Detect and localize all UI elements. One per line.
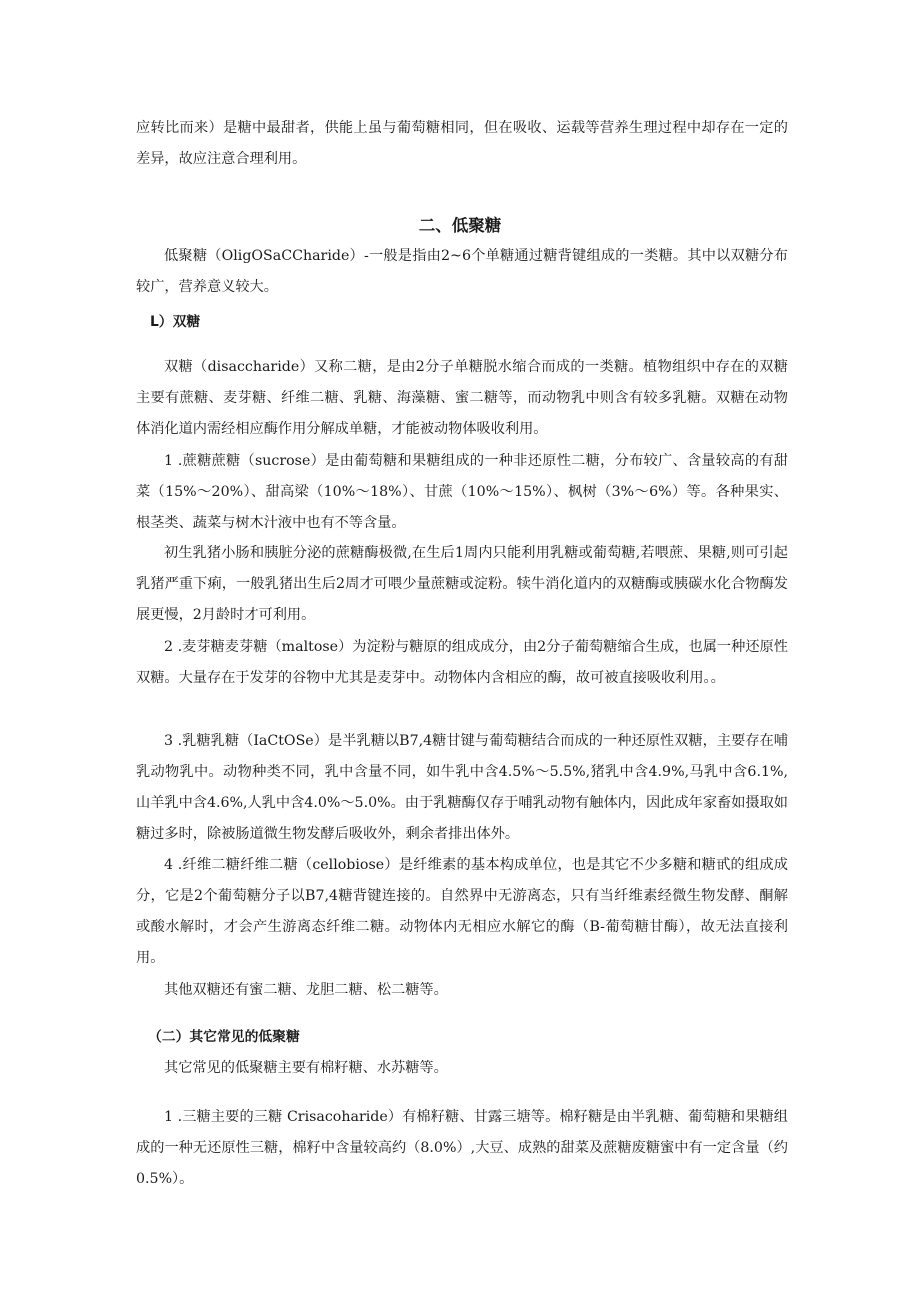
subsection-other-oligosaccharides-title: （二）其它常见的低聚糖	[148, 1029, 300, 1045]
section-title: 二、低聚糖	[418, 216, 502, 235]
maltose-paragraph: 2 .麦芽糖麦芽糖（maltose）为淀粉与糖原的组成成分，由2分子葡萄糖缩合生成，也属一种还原性双糖。大量存在于发芽的谷物中尤其是麦芽中。动物体内含相应的酶，故可被直接吸收利用。。	[136, 639, 788, 686]
section-intro-paragraph: 低聚糖（OligOSaCCharide）-一般是指由2~6个单糖通过糖背键组成的一类糖。其中以双糖分布较广，营养意义较大。	[136, 248, 788, 295]
cellobiose-paragraph: 4 .纤维二糖纤维二糖（cellobiose）是纤维素的基本构成单位，也是其它不少多糖和糖甙的组成成分，它是2个葡萄糖分子以B7,4糖背键连接的。自然界中无游离态，只有当纤维素经微生物发酵、酮解或酸水解时，才会产生游离态纤维二糖。动物体内无相应水解它的酶（B-葡萄糖甘酶），故无法直接利用。	[136, 857, 788, 966]
disaccharide-paragraph: 双糖（disaccharide）又称二糖，是由2分子单糖脱水缩合而成的一类糖。植物组织中存在的双糖主要有蔗糖、麦芽糖、纤维二糖、乳糖、海藻糖、蜜二糖等，而动物乳中则含有较多乳糖。双糖在动物体消化道内需经相应酶作用分解成单糖，才能被动物体吸收利用。	[136, 359, 788, 437]
other-oligosaccharides-paragraph: 其它常见的低聚糖主要有棉籽糖、水苏糖等。	[164, 1060, 448, 1076]
piglet-paragraph: 初生乳猪小肠和胰脏分泌的蔗糖酶极微,在生后1周内只能利用乳糖或葡萄糖,若喂蔗、果糖,则可引起乳猪严重下痢，一般乳猪出生后2周才可喂少量蔗糖或淀粉。犊牛消化道内的双糖酶或胰碳水化合物酶发展更慢，2月龄时才可利用。	[136, 545, 788, 623]
sucrose-paragraph: 1 .蔗糖蔗糖（sucrose）是由葡萄糖和果糖组成的一种非还原性二糖，分布较广、含量较高的有甜菜（15%～20%）、甜高梁（10%～18%）、甘蔗（10%～15%）、枫树（3%～6%）等。各种果实、根茎类、蔬菜与树木汁液中也有不等含量。	[136, 453, 788, 531]
trisaccharide-paragraph: 1 .三糖主要的三糖 Crisacoharide）有棉籽糖、甘露三塘等。棉籽糖是由半乳糖、葡萄糖和果糖组成的一种无还原性三糖，棉籽中含量较高约（8.0%）,大豆、成熟的甜菜及蔗糖废糖蜜中有一定含量（约0.5%）。	[136, 1109, 788, 1187]
lactose-paragraph: 3 .乳糖乳糖（IaCtOSe）是半乳糖以B7,4糖甘键与葡萄糖结合而成的一种还原性双糖，主要存在哺乳动物乳中。动物种类不同，乳中含量不同，如牛乳中含4.5%～5.5%,猪乳中含4.9%,马乳中含6.1%,山羊乳中含4.6%,人乳中含4.0%～5.0%。由于乳糖酶仅存于哺乳动物有触体内，因此成年家畜如摄取如糖过多时，除被肠道微生物发酵后吸收外，剩余者排出体外。	[136, 733, 788, 842]
subsection-disaccharide-title: L）双糖	[150, 314, 201, 330]
intro-paragraph: 应转比而来）是糖中最甜者，供能上虽与葡萄糖相同，但在吸收、运载等营养生理过程中却存在一定的差异，故应注意合理利用。	[136, 120, 788, 167]
other-disaccharides-paragraph: 其他双糖还有蜜二糖、龙胆二糖、松二糖等。	[164, 982, 448, 998]
